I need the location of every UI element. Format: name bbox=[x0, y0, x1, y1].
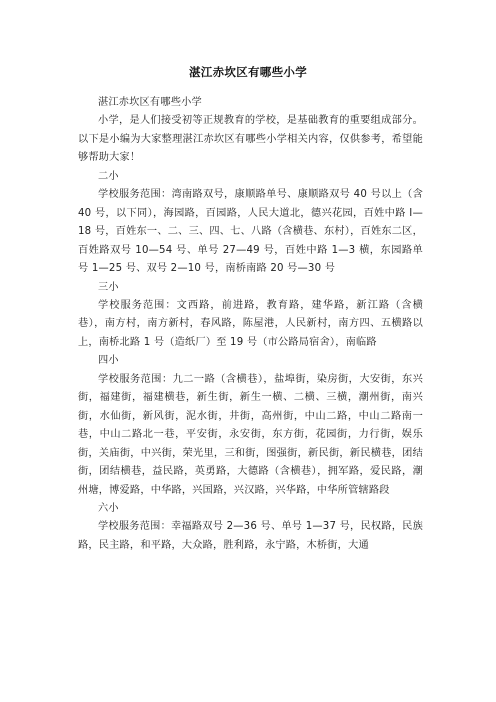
section-heading-liu-xiao: 六小 bbox=[98, 502, 119, 514]
section-heading-er-xiao: 二小 bbox=[98, 170, 119, 182]
intro-paragraph: 小学，是人们接受初等正规教育的学校，是基础教育的重要组成部分。以下是小编为大家整理湛江赤坎区有哪些小学相关内容，仅供参考，希望能够帮助大家！ bbox=[78, 115, 423, 164]
subtitle-paragraph: 湛江赤坎区有哪些小学 bbox=[98, 97, 202, 108]
section-body-liu-xiao: 学校服务范围：幸福路双号 2—36 号、单号 1—37 号，民权路，民族路，民主路，和平路，大众路，胜利路，永宁路，木桥街，大通 bbox=[78, 521, 423, 551]
section-body-san-xiao: 学校服务范围：文西路，前进路，教育路，建华路，新江路（含横巷），南方村，南方新村，春风路，陈屋港，人民新村，南方四、五横路以上，南桥北路 1 号（造纸厂）至 19 号（市公路局宿舍），南临路 bbox=[78, 299, 423, 348]
section-heading-san-xiao: 三小 bbox=[98, 281, 119, 293]
document-title: 湛江赤坎区有哪些小学 bbox=[189, 65, 307, 79]
section-body-er-xiao: 学校服务范围：湾南路双号，康顺路单号、康顺路双号 40 号以上（含 40 号，以下同），海园路，百园路，人民大道北，德兴花园，百姓中路 Ⅰ—18 号，百姓东一、二、三、四、七、八路（含横巷、东村），百姓东二区，百姓路双号 10—54 号、单号 27—49 号，百姓中路 1—3 横，东园路单号 1—25 号、双号 2—10 号，南桥南路 20 号—30 号 bbox=[78, 189, 423, 275]
document-body bbox=[78, 94, 423, 555]
section-body-si-xiao: 学校服务范围：九二一路（含横巷），盐埠街，染房街，大安街，东兴街，福建街，福建横巷，新生街，新生一横、二横、三横，潮州街，南兴街，水仙街，新风街，泥水街，井街，高州街，中山二路，中山二路南一巷，中山二路北一巷，平安街，永安街，东方街，花园街，力行街，娱乐街，关庙街，中兴街，荣光里，三和街，图强街，新民街，新民横巷，团结街，团结横巷，益民路，英勇路，大德路（含横巷），拥军路，爱民路，潮州塘，博爱路，中华路，兴国路，兴汉路，兴华路，中华所管辖路段 bbox=[78, 373, 423, 496]
section-heading-si-xiao: 四小 bbox=[98, 355, 119, 367]
